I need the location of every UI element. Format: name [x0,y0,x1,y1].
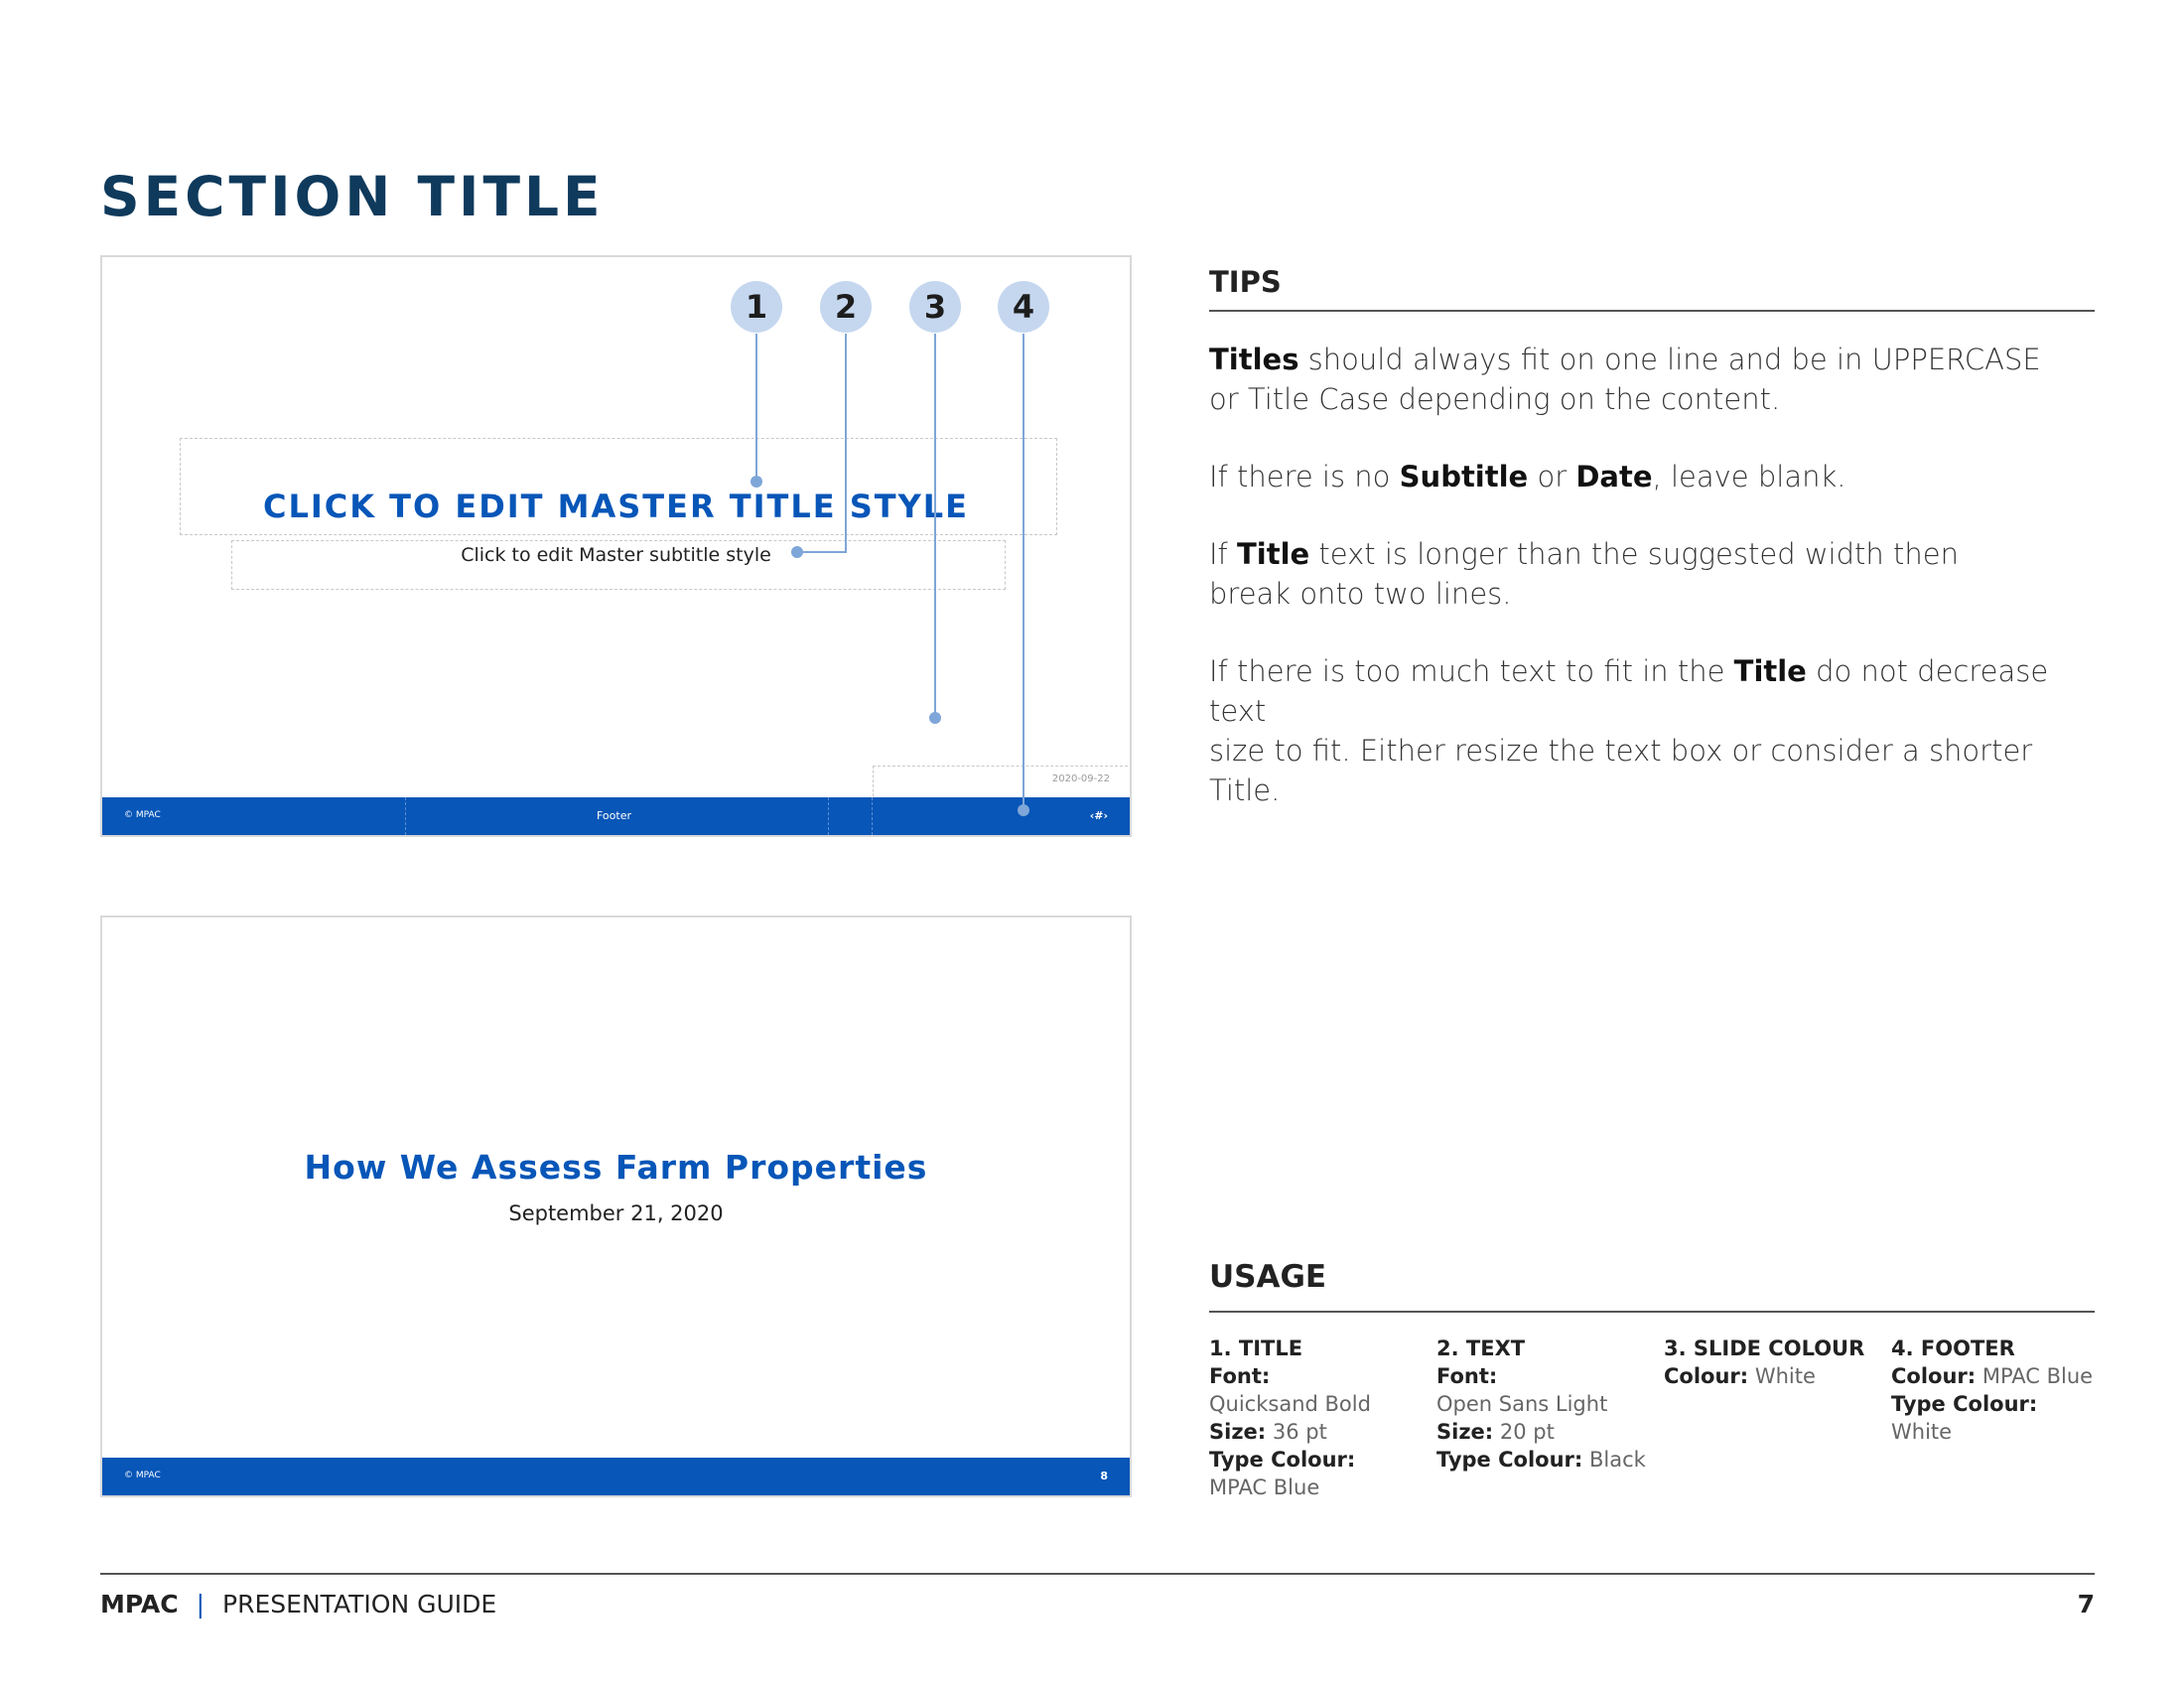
tip-too-much-text: If there is too much text to fit in the Title do not decrease text size to fit. Either resize the text box or consider a shorter Title. [1209,654,2049,807]
tips-rule [1209,310,2095,312]
callout-line-2 [797,334,846,552]
example-slide-preview [100,915,1132,1497]
callout-dot-3 [929,712,941,724]
slide-footer-bar [102,1458,1130,1495]
master-title: CLICK TO EDIT MASTER TITLE STYLE [262,488,970,525]
callout-dot-4 [1018,804,1029,816]
callout-badge-4: 4 [998,281,1049,333]
usage-heading: USAGE [1209,1259,1327,1295]
footer-separator: | [196,1590,205,1618]
example-slide-title: How We Assess Farm Properties [304,1148,928,1187]
footer-brand: MPAC [100,1590,179,1618]
page-footer-rule [100,1573,2095,1575]
callout-dot-1 [751,476,762,488]
page-footer-label [100,1590,496,1618]
page-number: 7 [2077,1590,2095,1618]
slide-date: 2020-09-22 [1051,774,1110,784]
tip-blank: If there is no Subtitle or Date, leave blank. [1209,460,1846,493]
slide-footer-text: Footer [597,809,631,822]
slide-footer-copyright: © MPAC [124,810,161,820]
footer-guide-title: PRESENTATION GUIDE [222,1590,497,1618]
example-slide-date: September 21, 2020 [508,1201,724,1225]
section-title: SECTION TITLE [100,165,605,228]
tips-heading: TIPS [1209,265,1282,299]
slide-footer-page: ‹#› [1089,809,1108,822]
callout-badge-1: 1 [731,281,782,333]
callout-badge-2: 2 [820,281,872,333]
tip-titles: Titles should always fit on one line and be in UPPERCASE or Title Case depending on the content. [1209,343,2041,416]
usage-slide-colour: 3. SLIDE COLOUR Colour: White [1664,1336,1865,1388]
usage-footer: 4. FOOTER Colour: MPAC Blue Type Colour: White [1891,1336,2094,1444]
callout-dot-2 [791,546,803,558]
callout-badge-3: 3 [909,281,961,333]
slide-footer-copyright: © MPAC [124,1471,161,1480]
usage-rule [1209,1311,2095,1313]
slide-footer-page: 8 [1100,1470,1108,1482]
usage-title: 1. TITLE Font: Quicksand Bold Size: 36 pt Type Colour: MPAC Blue [1209,1336,1371,1499]
usage-text: 2. TEXT Font: Open Sans Light Size: 20 pt Type Colour: Black [1436,1336,1646,1472]
master-subtitle: Click to edit Master subtitle style [461,544,771,566]
tip-long-title: If Title text is longer than the suggested width then break onto two lines. [1209,537,1959,611]
